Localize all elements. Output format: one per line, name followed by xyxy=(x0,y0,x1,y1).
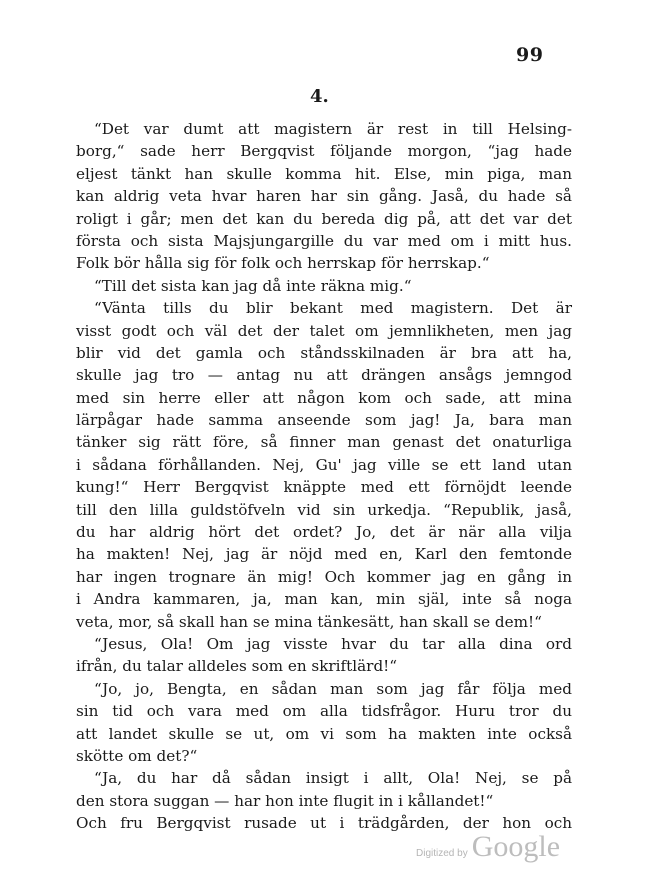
watermark-caption: Digitized by xyxy=(416,848,468,859)
text-line: lärpågar hade samma anseende som jag! Ja, bara man xyxy=(76,411,572,430)
text-line: “Jesus, Ola! Om jag visste hvar du tar alla dina ord xyxy=(94,634,572,653)
text-line: roligt i går; men det kan du bereda dig på, att det var det xyxy=(76,209,572,228)
paragraph xyxy=(76,297,572,633)
text-line: ha makten! Nej, jag är nöjd med en, Karl den femtonde xyxy=(76,545,572,564)
paragraph xyxy=(76,633,572,678)
text-line: “Till det sista kan jag då inte räkna mig.“ xyxy=(94,276,412,295)
text-line: eljest tänkt han skulle komma hit. Else, min piga, man xyxy=(76,164,572,183)
text-line: första och sista Majsjungargille du var med om i mitt hus. xyxy=(76,231,572,250)
text-line: med sin herre eller att någon kom och sade, att mina xyxy=(76,388,572,407)
text-line: kan aldrig veta hvar haren har sin gång. Jaså, du hade så xyxy=(76,187,572,206)
paragraph xyxy=(76,767,572,812)
text-line: ifrån, du talar alldeles som en skriftlärd!“ xyxy=(76,657,398,676)
text-line: tänker sig rätt före, så finner man genast det onaturliga xyxy=(76,433,572,452)
text-line: borg,“ sade herr Bergqvist följande morgon, “jag hade xyxy=(76,142,572,161)
google-logo: Google xyxy=(471,830,561,863)
page-number: 99 xyxy=(516,44,544,66)
text-line: att landet skulle se ut, om vi som ha makten inte också xyxy=(76,724,572,743)
paragraph xyxy=(76,118,572,275)
text-line: i Andra kammaren, ja, man kan, min själ, inte så noga xyxy=(76,590,572,609)
text-line: “Vänta tills du blir bekant med magistern. Det är xyxy=(94,299,572,318)
paragraph xyxy=(76,678,572,768)
text-line: “Jo, jo, Bengta, en sådan man som jag får följa med xyxy=(94,679,572,698)
section-number: 4. xyxy=(310,86,329,107)
text-line: i sådana förhållanden. Nej, Gu' jag ville se ett land utan xyxy=(76,455,572,474)
text-line: har ingen trognare än mig! Och kommer jag en gång in xyxy=(76,567,572,586)
text-line: du har aldrig hört det ordet? Jo, det är när alla vilja xyxy=(76,523,572,542)
text-line: skötte om det?“ xyxy=(76,746,198,765)
digitized-watermark xyxy=(416,830,560,864)
text-line: Och fru Bergqvist rusade ut i trädgården, der hon och xyxy=(76,814,572,833)
text-line: visst godt och väl det der talet om jemnlikheten, men jag xyxy=(76,321,572,340)
text-line: den stora suggan — har hon inte flugit in i kållandet!“ xyxy=(76,791,494,810)
text-line: blir vid det gamla och ståndsskilnaden är bra att ha, xyxy=(76,343,572,362)
text-line: veta, mor, så skall han se mina tänkesätt, han skall se dem!“ xyxy=(76,612,542,631)
body-text xyxy=(76,118,572,835)
text-line: kung!“ Herr Bergqvist knäppte med ett förnöjdt leende xyxy=(76,478,572,497)
text-line: till den lilla guldstöfveln vid sin urkedja. “Republik, jaså, xyxy=(76,500,572,519)
text-line: “Ja, du har då sådan insigt i allt, Ola! Nej, se på xyxy=(94,769,572,788)
paragraph xyxy=(76,275,572,297)
text-line: Folk bör hålla sig för folk och herrskap för herrskap.“ xyxy=(76,254,490,273)
text-line: skulle jag tro — antag nu att drängen ansågs jemngod xyxy=(76,366,572,385)
text-line: sin tid och vara med om alla tidsfrågor. Huru tror du xyxy=(76,702,572,721)
text-line: “Det var dumt att magistern är rest in till Helsing- xyxy=(94,120,572,138)
